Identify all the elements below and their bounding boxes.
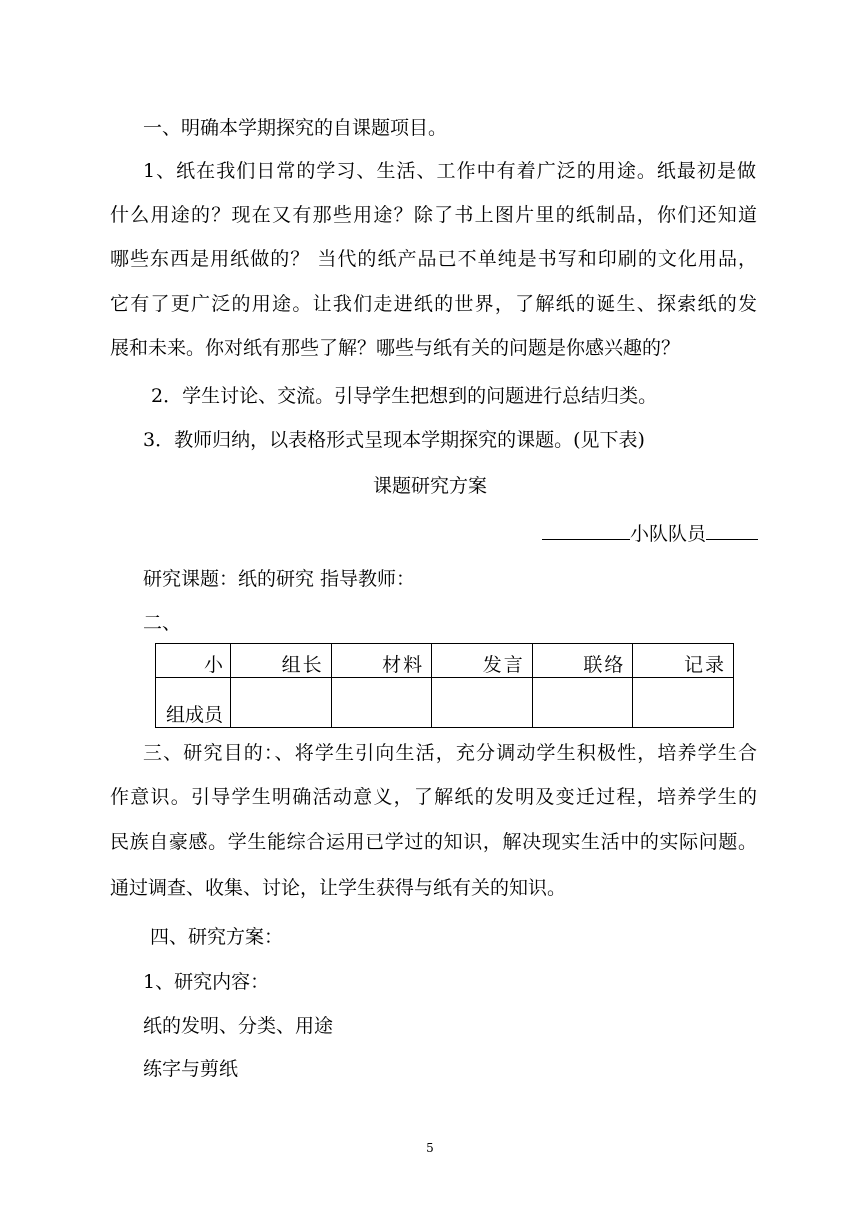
header-recorder: 记录 xyxy=(633,644,734,678)
cell-speaker xyxy=(432,678,533,728)
team-name-blank xyxy=(542,523,630,540)
section3-line3: 民族自豪感。学生能综合运用已学过的知识，解决现实生活中的实际问题。 xyxy=(110,831,757,853)
section1-item1-line2: 什么用途的？现在又有那些用途？除了书上图片里的纸制品，你们还知道 xyxy=(110,204,757,226)
row-label-top: 小 xyxy=(156,644,231,678)
content-item-2: 练字与剪纸 xyxy=(143,1058,239,1080)
section3-line1: 三、研究目的：、将学生引向生活，充分调动学生积极性，培养学生合 xyxy=(143,742,757,764)
team-members-blank xyxy=(706,523,758,540)
table-row xyxy=(156,678,734,728)
team-label: 小队队员 xyxy=(629,523,706,545)
research-topic-line: 研究课题：纸的研究 指导教师： xyxy=(143,568,416,590)
cell-contact xyxy=(532,678,633,728)
page-number: 5 xyxy=(426,1141,434,1155)
table-row xyxy=(156,644,734,678)
group-members-table xyxy=(155,643,734,728)
section1-item1-line5: 展和未来。你对纸有那些了解？哪些与纸有关的问题是你感兴趣的？ xyxy=(110,337,681,359)
cell-leader xyxy=(231,678,332,728)
section3-line4: 通过调查、收集、讨论，让学生获得与纸有关的知识。 xyxy=(110,877,567,899)
section2-heading: 二、 xyxy=(143,612,182,634)
section1-item1-line4: 它有了更广泛的用途。让我们走进纸的世界，了解纸的诞生、探索纸的发 xyxy=(110,293,757,315)
row-label-bottom: 组成员 xyxy=(156,678,231,728)
header-speaker: 发言 xyxy=(432,644,533,678)
section1-item1-line3: 哪些东西是用纸做的？ 当代的纸产品已不单纯是书写和印刷的文化用品， xyxy=(110,248,757,270)
cell-materials xyxy=(331,678,432,728)
section4-heading: 四、研究方案： xyxy=(150,926,284,948)
header-contact: 联络 xyxy=(532,644,633,678)
section1-item2: 2．学生讨论、交流。引导学生把想到的问题进行总结归类。 xyxy=(151,385,658,407)
section3-line2: 作意识。引导学生明确活动意义，了解纸的发明及变迁过程，培养学生的 xyxy=(110,786,757,808)
content-item-1: 纸的发明、分类、用途 xyxy=(143,1015,334,1037)
plan-title: 课题研究方案 xyxy=(372,475,487,497)
header-materials: 材料 xyxy=(331,644,432,678)
team-members-line xyxy=(542,522,758,546)
section1-item1-line1: 1、纸在我们日常的学习、生活、工作中有着广泛的用途。纸最初是做 xyxy=(143,160,756,182)
cell-recorder xyxy=(633,678,734,728)
section1-heading: 一、明确本学期探究的自课题项目。 xyxy=(143,117,448,139)
header-leader: 组长 xyxy=(231,644,332,678)
section1-item3: 3．教师归纳，以表格形式呈现本学期探究的课题。(见下表) xyxy=(143,429,645,451)
section4-sub1: 1、研究内容： xyxy=(143,971,270,993)
